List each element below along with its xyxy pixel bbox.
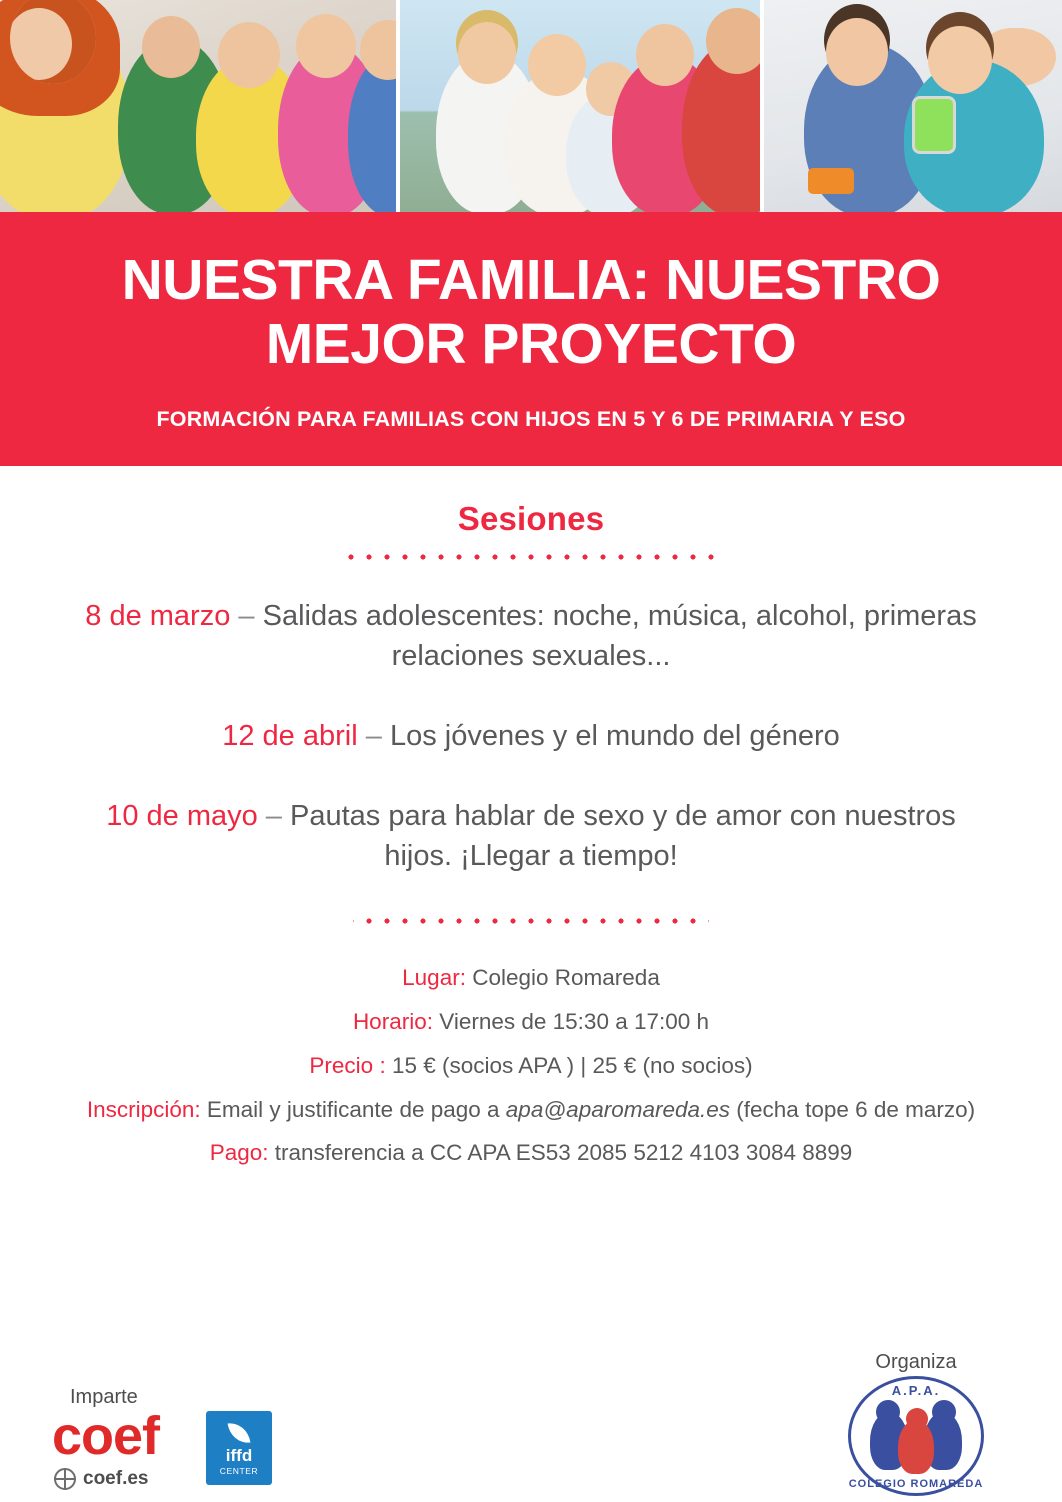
globe-icon bbox=[54, 1468, 76, 1490]
session-list bbox=[46, 596, 1016, 876]
content-area bbox=[0, 466, 1062, 1175]
session-description: Salidas adolescentes: noche, música, alcohol, primeras relaciones sexuales... bbox=[262, 599, 977, 672]
figure-shape bbox=[296, 14, 356, 78]
detail-price bbox=[46, 1044, 1016, 1088]
imparte-label: Imparte bbox=[70, 1385, 138, 1408]
title-line-2: MEJOR PROYECTO bbox=[265, 312, 797, 377]
coef-website bbox=[54, 1468, 194, 1490]
figure-shape bbox=[706, 8, 760, 74]
session-date: 10 de mayo bbox=[106, 799, 258, 832]
apa-bottom-text: COLEGIO ROMAREDA bbox=[848, 1478, 984, 1490]
iffd-logo bbox=[206, 1411, 272, 1485]
detail-value-before: Email y justificante de pago a bbox=[206, 1096, 506, 1122]
detail-value-after: (fecha tope 6 de marzo) bbox=[730, 1096, 976, 1122]
detail-payment bbox=[46, 1131, 1016, 1175]
detail-value: transferencia a CC APA ES53 2085 5212 4103 3084 8899 bbox=[274, 1140, 853, 1166]
leaf-icon bbox=[228, 1420, 251, 1445]
apa-top-text: A.P.A. bbox=[891, 1383, 941, 1398]
detail-place bbox=[46, 956, 1016, 1000]
session-date: 12 de abril bbox=[222, 719, 358, 752]
organiza-block bbox=[816, 1351, 1016, 1496]
session-description: Pautas para hablar de sexo y de amor con nuestros hijos. ¡Llegar a tiempo! bbox=[290, 799, 956, 872]
title-banner bbox=[0, 212, 1062, 466]
list-item bbox=[46, 796, 1016, 876]
footer bbox=[0, 1332, 1062, 1502]
detail-label: Precio : bbox=[309, 1052, 386, 1078]
detail-label: Lugar: bbox=[402, 964, 466, 990]
logos-row bbox=[52, 1405, 312, 1490]
coef-url-text: coef.es bbox=[83, 1468, 149, 1489]
figure-shape bbox=[826, 18, 888, 86]
detail-value: Colegio Romareda bbox=[472, 964, 660, 990]
list-item bbox=[46, 716, 1016, 756]
detail-label: Pago: bbox=[209, 1140, 269, 1166]
figure-shape bbox=[528, 34, 586, 96]
figure-shape bbox=[876, 1400, 900, 1424]
organiza-label: Organiza bbox=[875, 1351, 957, 1373]
smartphone-icon bbox=[808, 168, 854, 194]
figure-shape bbox=[928, 26, 992, 94]
page-title bbox=[40, 248, 1022, 377]
figure-shape bbox=[218, 22, 280, 88]
photo-family-outdoors bbox=[400, 0, 760, 212]
photo-children-running bbox=[0, 0, 396, 212]
figure-shape bbox=[932, 1400, 956, 1424]
apa-logo bbox=[848, 1376, 984, 1496]
coef-logo bbox=[52, 1405, 194, 1490]
list-item bbox=[46, 596, 1016, 676]
session-dash: – bbox=[365, 719, 382, 752]
detail-label: Inscripción: bbox=[86, 1096, 201, 1122]
figure-shape bbox=[906, 1408, 928, 1430]
iffd-wordmark: iffd bbox=[225, 1445, 253, 1465]
detail-value: Viernes de 15:30 a 17:00 h bbox=[439, 1008, 710, 1034]
detail-label: Horario: bbox=[352, 1008, 433, 1034]
dotted-divider-top bbox=[341, 552, 721, 562]
session-date: 8 de marzo bbox=[85, 599, 231, 632]
registration-email[interactable]: apa@aparomareda.es bbox=[505, 1096, 731, 1122]
page-subtitle: FORMACIÓN PARA FAMILIAS CON HIJOS EN 5 Y 6 DE PRIMARIA Y ESO bbox=[156, 406, 906, 431]
photo-kids-with-phone bbox=[764, 0, 1062, 212]
session-dash: – bbox=[238, 599, 255, 632]
smartphone-icon bbox=[912, 96, 956, 154]
imparte-block bbox=[52, 1386, 312, 1490]
detail-schedule bbox=[46, 1000, 1016, 1044]
title-line-1: NUESTRA FAMILIA: NUESTRO bbox=[121, 248, 941, 312]
figure-shape bbox=[458, 22, 516, 84]
session-description: Los jóvenes y el mundo del género bbox=[389, 719, 840, 752]
detail-value: 15 € (socios APA ) | 25 € (no socios) bbox=[391, 1052, 753, 1078]
photo-strip bbox=[0, 0, 1062, 212]
iffd-center-text: CENTER bbox=[219, 1465, 259, 1476]
session-dash: – bbox=[265, 799, 282, 832]
figure-shape bbox=[142, 16, 200, 78]
details-block bbox=[46, 956, 1016, 1175]
dotted-divider-bottom bbox=[353, 916, 709, 926]
sessions-heading: Sesiones bbox=[457, 499, 605, 537]
figure-shape bbox=[636, 24, 694, 86]
coef-wordmark: coef bbox=[52, 1405, 160, 1466]
detail-registration bbox=[46, 1088, 1016, 1132]
